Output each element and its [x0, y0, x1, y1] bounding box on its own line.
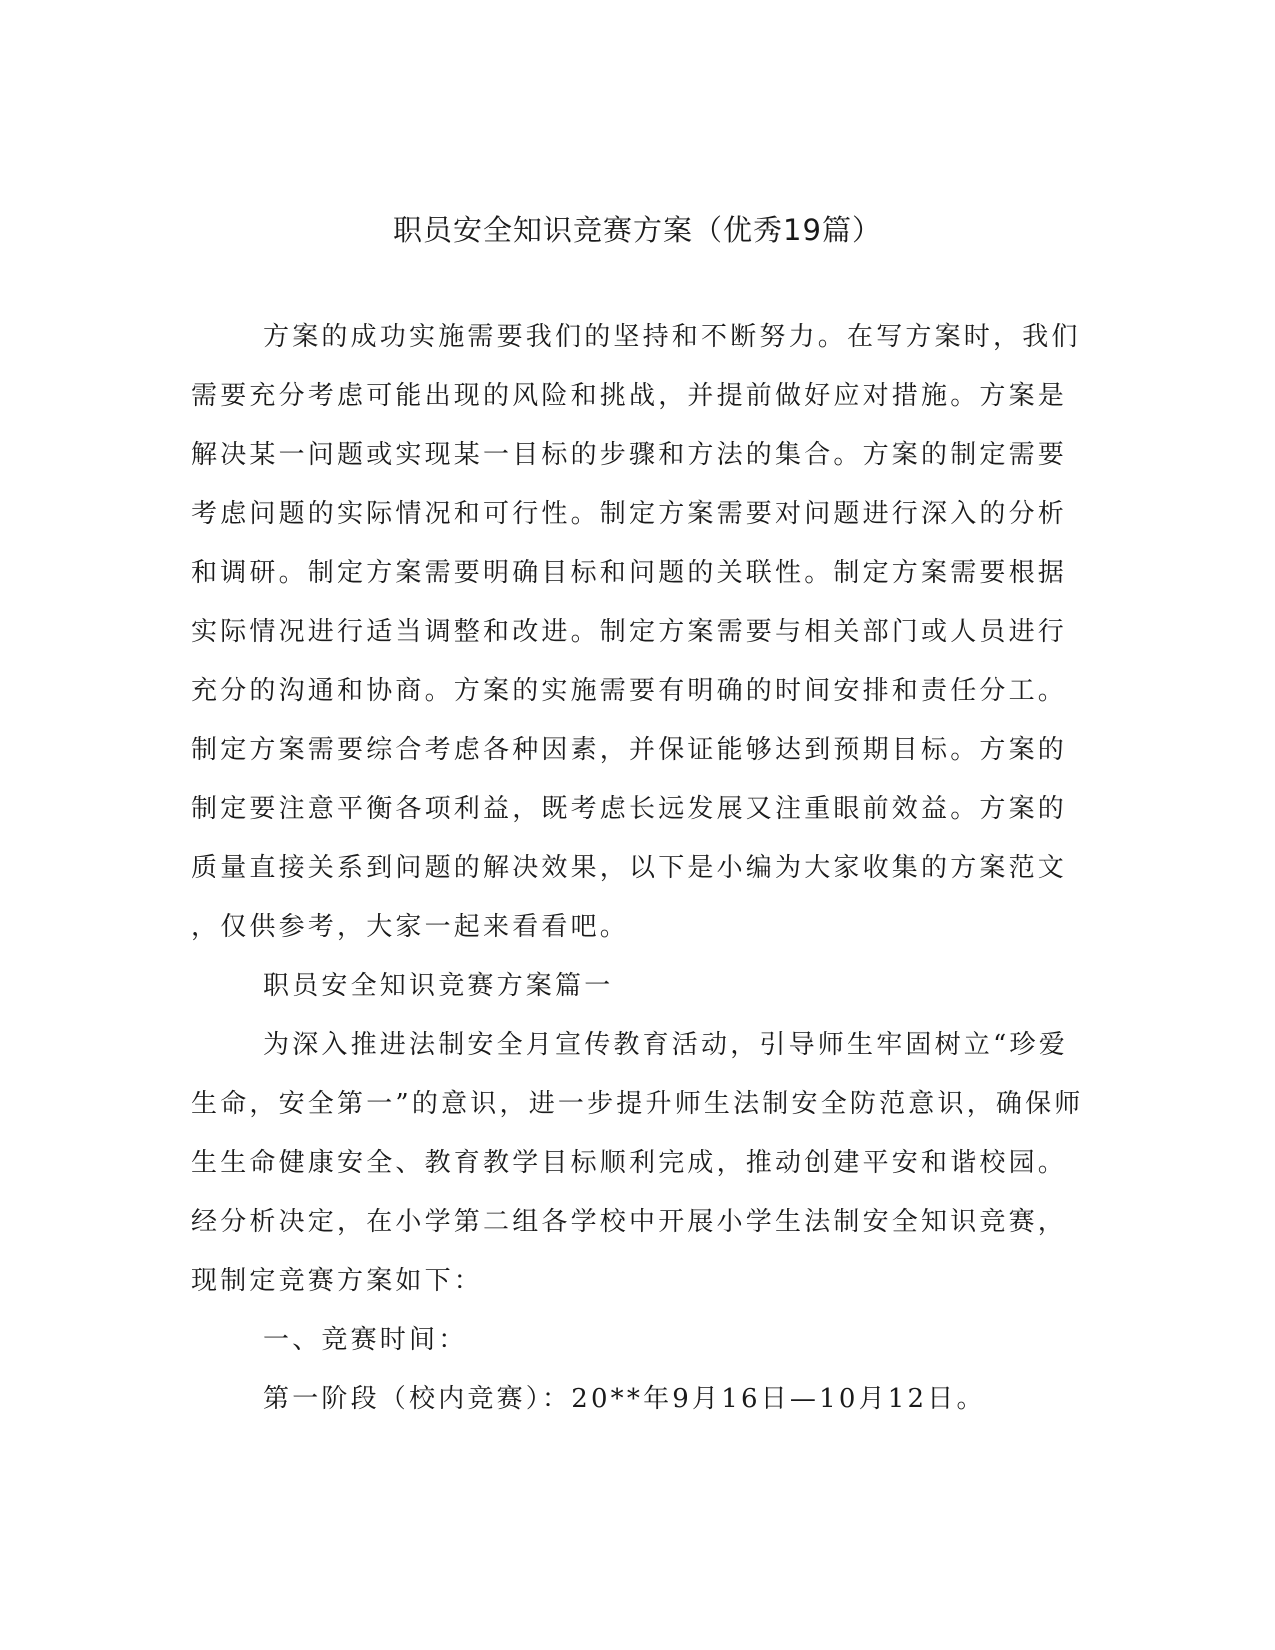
- stage-one-line: 第一阶段（校内竞赛）：20**年9月16日—10月12日。: [263, 1384, 986, 1414]
- intro-line-5: 和调研。制定方案需要明确目标和问题的关联性。制定方案需要根据: [191, 558, 1068, 588]
- intro-line-11: ，仅供参考，大家一起来看看吧。: [191, 912, 630, 942]
- intro-line-6: 实际情况进行适当调整和改进。制定方案需要与相关部门或人员进行: [191, 617, 1068, 647]
- body-line-1: 为深入推进法制安全月宣传教育活动，引导师生牢固树立“珍爱: [263, 1030, 1068, 1060]
- body-line-4: 经分析决定，在小学第二组各学校中开展小学生法制安全知识竞赛，: [191, 1207, 1068, 1237]
- document-title: 职员安全知识竞赛方案（优秀19篇）: [393, 213, 882, 247]
- intro-line-9: 制定要注意平衡各项利益，既考虑长远发展又注重眼前效益。方案的: [191, 794, 1068, 824]
- subheading-competition-time: 一、竞赛时间：: [263, 1325, 468, 1355]
- intro-line-3: 解决某一问题或实现某一目标的步骤和方法的集合。方案的制定需要: [191, 440, 1068, 470]
- intro-line-10: 质量直接关系到问题的解决效果，以下是小编为大家收集的方案范文: [191, 853, 1068, 883]
- intro-line-8: 制定方案需要综合考虑各种因素，并保证能够达到预期目标。方案的: [191, 735, 1068, 765]
- intro-line-1: 方案的成功实施需要我们的坚持和不断努力。在写方案时，我们: [263, 322, 1081, 352]
- intro-line-7: 充分的沟通和协商。方案的实施需要有明确的时间安排和责任分工。: [191, 676, 1068, 706]
- body-line-5: 现制定竞赛方案如下：: [191, 1266, 484, 1296]
- body-line-3: 生生命健康安全、教育教学目标顺利完成，推动创建平安和谐校园。: [191, 1148, 1068, 1178]
- intro-line-2: 需要充分考虑可能出现的风险和挑战，并提前做好应对措施。方案是: [191, 381, 1068, 411]
- intro-line-4: 考虑问题的实际情况和可行性。制定方案需要对问题进行深入的分析: [191, 499, 1068, 529]
- section-heading: 职员安全知识竞赛方案篇一: [263, 971, 614, 1001]
- body-line-2: 生命，安全第一”的意识，进一步提升师生法制安全防范意识，确保师: [191, 1089, 1084, 1119]
